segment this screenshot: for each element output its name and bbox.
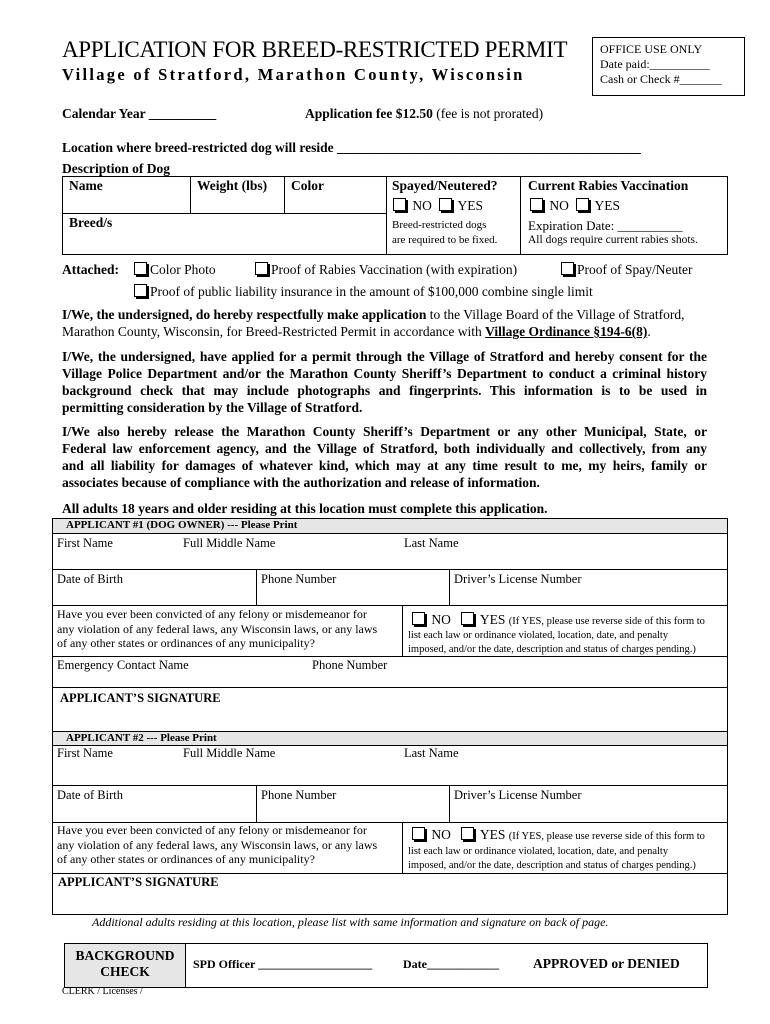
office-use-box [592, 37, 745, 96]
applicant2-no-checkbox[interactable] [412, 827, 425, 840]
rabies-proof-checkbox[interactable] [255, 262, 268, 275]
applicant1-question-line2: any violation of any federal laws, any Wisconsin laws, or any laws [57, 621, 378, 636]
insurance-proof-checkbox[interactable] [134, 284, 147, 297]
applicant1-dob[interactable]: Date of Birth [57, 572, 123, 586]
spayed-label: Spayed/Neutered? [392, 178, 498, 193]
application-fee [305, 106, 543, 122]
spd-officer-field[interactable]: SPD Officer ___________________ [193, 957, 373, 971]
applicant2-last-name[interactable]: Last Name [404, 746, 459, 760]
spay-proof-checkbox[interactable] [561, 262, 574, 275]
color-photo-checkbox[interactable] [134, 262, 147, 275]
spayed-options [393, 198, 483, 214]
applicant1-middle-name[interactable]: Full Middle Name [183, 536, 276, 550]
para3-line4: associates because of compliance with the authorization and release of information. [62, 475, 540, 490]
location-field[interactable]: Location where breed-restricted dog will reside _____________________________________________ [62, 140, 641, 155]
applicant1-last-name[interactable]: Last Name [404, 536, 459, 550]
applicant2-signature[interactable]: APPLICANT’S SIGNATURE [58, 875, 219, 889]
para3-line3: and all liability for damages of whatever kind, which may at any time result to me, my heirs, family or [62, 458, 707, 473]
applicant1-no-checkbox[interactable] [412, 612, 425, 625]
page-subtitle: Village of Stratford, Marathon County, Wisconsin [62, 65, 525, 84]
para2-line3: background check that may include photographs and fingerprints. This information is to be used in [62, 383, 707, 398]
cash-check-field[interactable]: Cash or Check #_______ [600, 72, 722, 86]
adults-note: All adults 18 years and older residing at this location must complete this application. [62, 501, 548, 516]
applicant2-dob[interactable]: Date of Birth [57, 788, 123, 802]
applicant2-question-line2: any violation of any federal laws, any Wisconsin laws, or any laws [57, 837, 378, 852]
applicant1-yes-note2: list each law or ordinance violated, location, date, and penalty [408, 630, 669, 641]
office-use-title: OFFICE USE ONLY [600, 42, 703, 56]
applicant2-yes-note1: (If YES, please use reverse side of this form to [508, 831, 705, 842]
insurance-proof-label: Proof of public liability insurance in the amount of $100,000 combine single limit [150, 284, 593, 299]
date-paid-field[interactable]: Date paid:__________ [600, 57, 710, 71]
applicant2-license[interactable]: Driver’s License Number [454, 788, 582, 802]
calendar-year-field[interactable]: Calendar Year __________ [62, 106, 217, 121]
spay-proof-label: Proof of Spay/Neuter [577, 262, 693, 277]
applicant2-question-line3: of any other states or ordinances of any municipality? [57, 852, 315, 866]
dog-weight-field[interactable]: Weight (lbs) [197, 178, 268, 193]
fee-label: Application fee $12.50 [305, 106, 433, 121]
dog-color-field[interactable]: Color [291, 178, 324, 193]
footer-clerk: CLERK / Licenses / [62, 986, 143, 997]
applicant1-question-line3: of any other states or ordinances of any municipality? [57, 636, 315, 650]
applicant2-question-line1: Have you ever been convicted of any felony or misdemeanor for [57, 823, 367, 837]
para2-line1: I/We, the undersigned, have applied for a permit through the Village of Stratford and hereby consent for the [62, 349, 707, 364]
spayed-yes-checkbox[interactable] [439, 198, 452, 211]
rabies-yes-label: YES [594, 198, 621, 213]
page-title: APPLICATION FOR BREED-RESTRICTED PERMIT [62, 37, 568, 62]
rabies-label: Current Rabies Vaccination [528, 178, 689, 193]
applicant1-yes-note3: imposed, and/or the date, description and status of charges pending.) [408, 644, 696, 655]
para2-line4: permitting consideration by the Village of Stratford. [62, 400, 363, 415]
applicant2-phone[interactable]: Phone Number [261, 788, 337, 802]
para2-line2: Village Police Department and/or the Marathon County Sheriff’s Department to conduct a criminal history [62, 366, 707, 381]
rabies-yes-checkbox[interactable] [576, 198, 589, 211]
applicant1-header: APPLICANT #1 (DOG OWNER) --- Please Print [66, 519, 298, 531]
para1-bold: I/We, the undersigned, do hereby respectfully make application [62, 307, 427, 322]
applicant2-first-name[interactable]: First Name [57, 746, 113, 760]
applicant2-middle-name[interactable]: Full Middle Name [183, 746, 276, 760]
spayed-no-checkbox[interactable] [393, 198, 406, 211]
attached-row [62, 262, 119, 278]
applicant1-emergency-contact[interactable]: Emergency Contact Name [57, 658, 189, 672]
background-date-field[interactable]: Date____________ [403, 957, 499, 971]
ordinance-link[interactable]: Village Ordinance §194-6(8) [485, 324, 648, 339]
additional-adults-note: Additional adults residing at this location, please list with same information and signature on back of page. [92, 915, 609, 929]
dog-name-field[interactable]: Name [69, 178, 103, 193]
applicant1-emergency-phone[interactable]: Phone Number [312, 658, 388, 672]
applicant1-yes-label: YES [479, 612, 506, 627]
applicant1-phone[interactable]: Phone Number [261, 572, 337, 586]
applicant2-yes-checkbox[interactable] [461, 827, 474, 840]
fee-note: (fee is not prorated) [436, 106, 544, 121]
color-photo-label: Color Photo [150, 262, 216, 277]
application-paragraph [62, 306, 722, 340]
rabies-expiration-field[interactable]: Expiration Date: __________ [528, 218, 683, 233]
applicant1-first-name[interactable]: First Name [57, 536, 113, 550]
background-label-line1: BACKGROUND [75, 948, 175, 963]
para1-line2: Marathon County, Wisconsin, for Breed-Restricted Permit in accordance with [62, 324, 486, 339]
para3-line2: Federal law enforcement agency, and the Village of Stratford, both individually and collectively, from any [62, 441, 707, 456]
rabies-no-checkbox[interactable] [530, 198, 543, 211]
spayed-no-label: NO [412, 198, 432, 213]
applicant2-yes-label: YES [479, 827, 506, 842]
background-label-line2: CHECK [100, 964, 150, 979]
applicant2-no-label: NO [431, 827, 451, 842]
spayed-note-line1: Breed-restricted dogs [392, 219, 487, 231]
applicant1-no-label: NO [431, 612, 451, 627]
applicant2-yes-note2: list each law or ordinance violated, location, date, and penalty [408, 846, 669, 857]
applicant2-header: APPLICANT #2 --- Please Print [66, 732, 217, 744]
description-label: Description of Dog [62, 161, 170, 176]
applicant1-signature[interactable]: APPLICANT’S SIGNATURE [60, 691, 221, 705]
dog-breed-field[interactable]: Breed/s [69, 215, 113, 230]
para3-line1: I/We also hereby release the Marathon County Sheriff’s Department or any other Municipal, State, or [62, 424, 707, 439]
rabies-options [530, 198, 620, 214]
rabies-no-label: NO [549, 198, 569, 213]
consent-paragraph [62, 348, 707, 416]
para1-end: . [647, 324, 651, 339]
applicant1-license[interactable]: Driver’s License Number [454, 572, 582, 586]
attached-label: Attached: [62, 262, 119, 277]
applicant1-yes-checkbox[interactable] [461, 612, 474, 625]
rabies-note: All dogs require current rabies shots. [528, 234, 698, 246]
para1-rest: to the Village Board of the Village of Stratford, [426, 307, 685, 322]
rabies-proof-label: Proof of Rabies Vaccination (with expiration) [271, 262, 518, 277]
spayed-yes-label: YES [457, 198, 484, 213]
applicant1-question-line1: Have you ever been convicted of any felony or misdemeanor for [57, 607, 367, 621]
release-paragraph [62, 423, 707, 491]
applicant1-yes-note1: (If YES, please use reverse side of this form to [508, 616, 705, 627]
spayed-note-line2: are required to be fixed. [392, 234, 498, 246]
approval-status[interactable]: APPROVED or DENIED [533, 956, 680, 971]
applicant2-yes-note3: imposed, and/or the date, description and status of charges pending.) [408, 860, 696, 871]
